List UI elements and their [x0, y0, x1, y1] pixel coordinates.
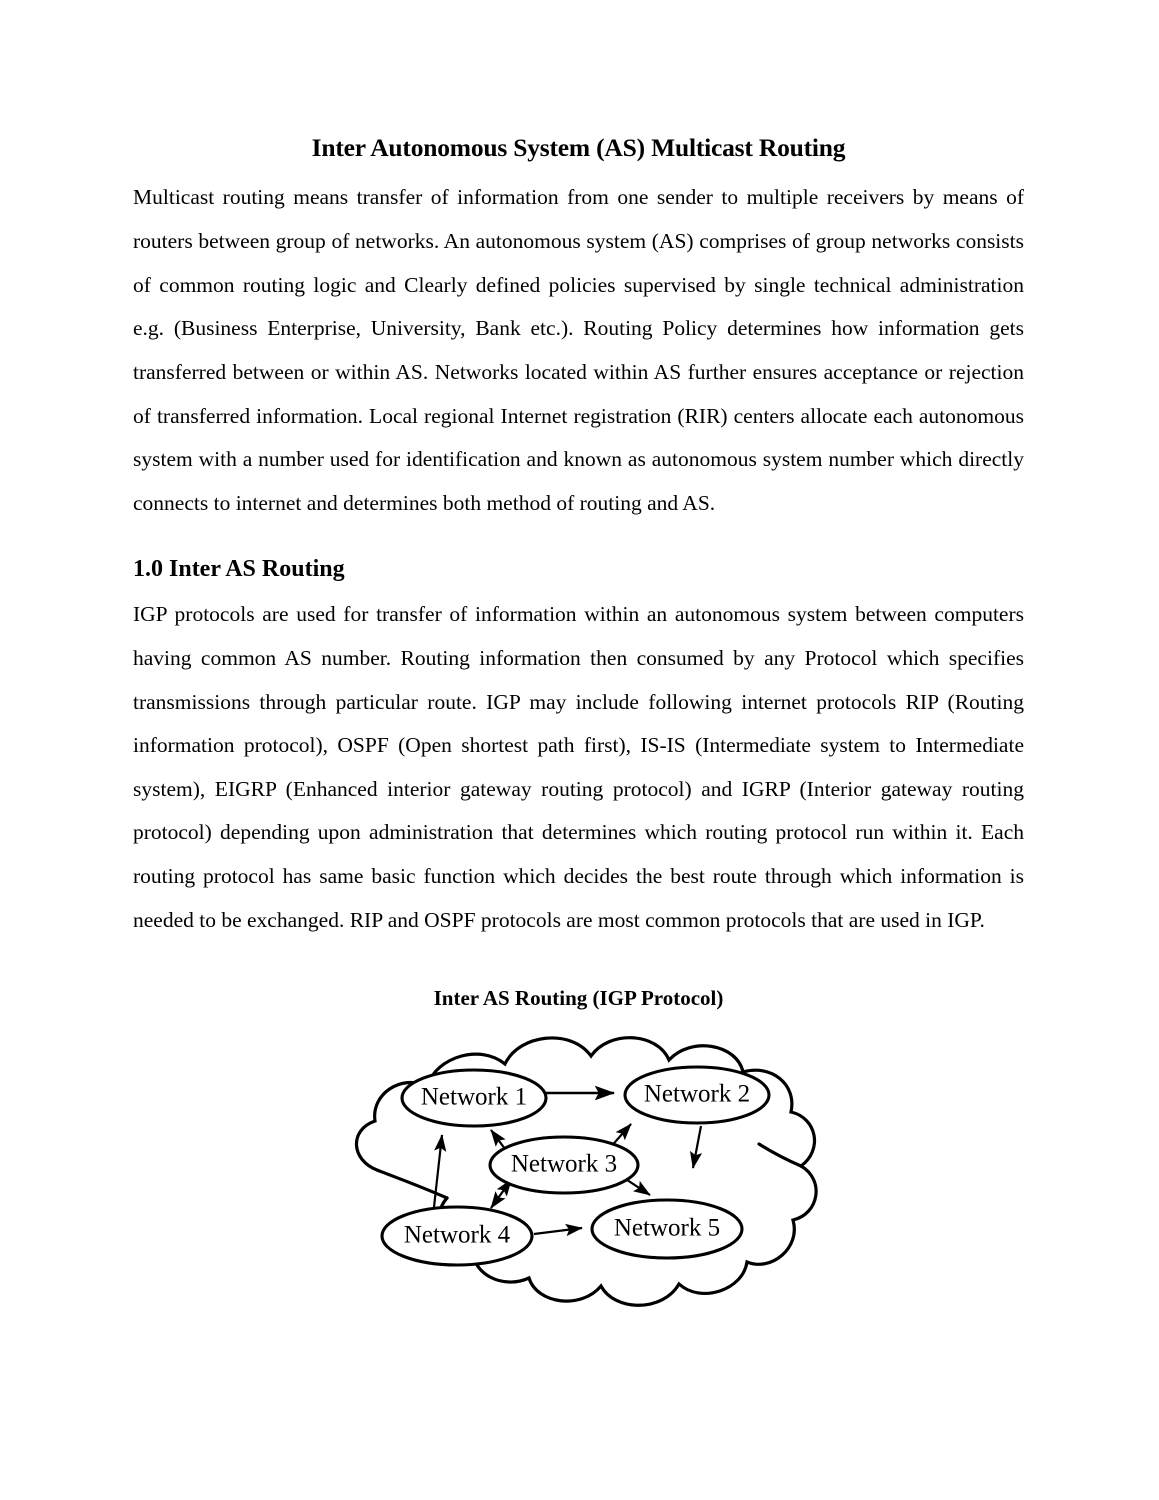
node-network-2[interactable] — [625, 1067, 769, 1123]
section-heading-inter-as-routing: 1.0 Inter AS Routing — [133, 556, 345, 583]
node-network-4[interactable] — [382, 1207, 532, 1265]
edge-n4-n5 — [534, 1228, 582, 1234]
node-network-1[interactable] — [402, 1070, 546, 1126]
node-label: Network 3 — [510, 1150, 617, 1178]
edge-n2-n5 — [693, 1126, 701, 1168]
edge-n4-n1 — [433, 1135, 442, 1216]
node-network-5[interactable] — [592, 1200, 742, 1258]
node-network-3[interactable] — [490, 1137, 638, 1193]
page-title: Inter Autonomous System (AS) Multicast Routing — [311, 133, 846, 162]
node-label: Network 2 — [643, 1080, 750, 1108]
figure-caption: Inter AS Routing (IGP Protocol) — [433, 986, 724, 1011]
igp-cloud-diagram — [319, 1018, 839, 1318]
node-label: Network 4 — [403, 1221, 510, 1249]
igp-paragraph: IGP protocols are used for transfer of information within an autonomous system between computers having common AS number. Routing information then consumed by any Protocol which specifies transmissions through particular route. IGP may include following internet protocols RIP (Routing information protocol), OSPF (Open shortest path first), IS-IS (Intermediate system to Intermediate system), EIGRP (Enhanced interior gateway routing protocol) and IGRP (Interior gateway routing protocol) depending upon administration that determines which routing protocol run within it. Each routing protocol has same basic function which decides the best route through which information is needed to be exchanged. RIP and OSPF protocols are most common protocols that are used in IGP. — [133, 602, 1024, 932]
node-label: Network 5 — [613, 1214, 720, 1242]
figure-container — [133, 1018, 1024, 1318]
intro-paragraph: Multicast routing means transfer of information from one sender to multiple receivers by means of routers between group of networks. An autonomous system (AS) comprises of group networks consists of common routing logic and Clearly defined policies supervised by single technical administration e.g. (Business Enterprise, University, Bank etc.). Routing Policy determines how information gets transferred between or within AS. Networks located within AS further ensures acceptance or rejection of transferred information. Local regional Internet registration (RIR) centers allocate each autonomous system with a number used for identification and known as autonomous system number which directly connects to internet and determines both method of routing and AS. — [133, 185, 1024, 515]
node-label: Network 1 — [420, 1083, 527, 1111]
